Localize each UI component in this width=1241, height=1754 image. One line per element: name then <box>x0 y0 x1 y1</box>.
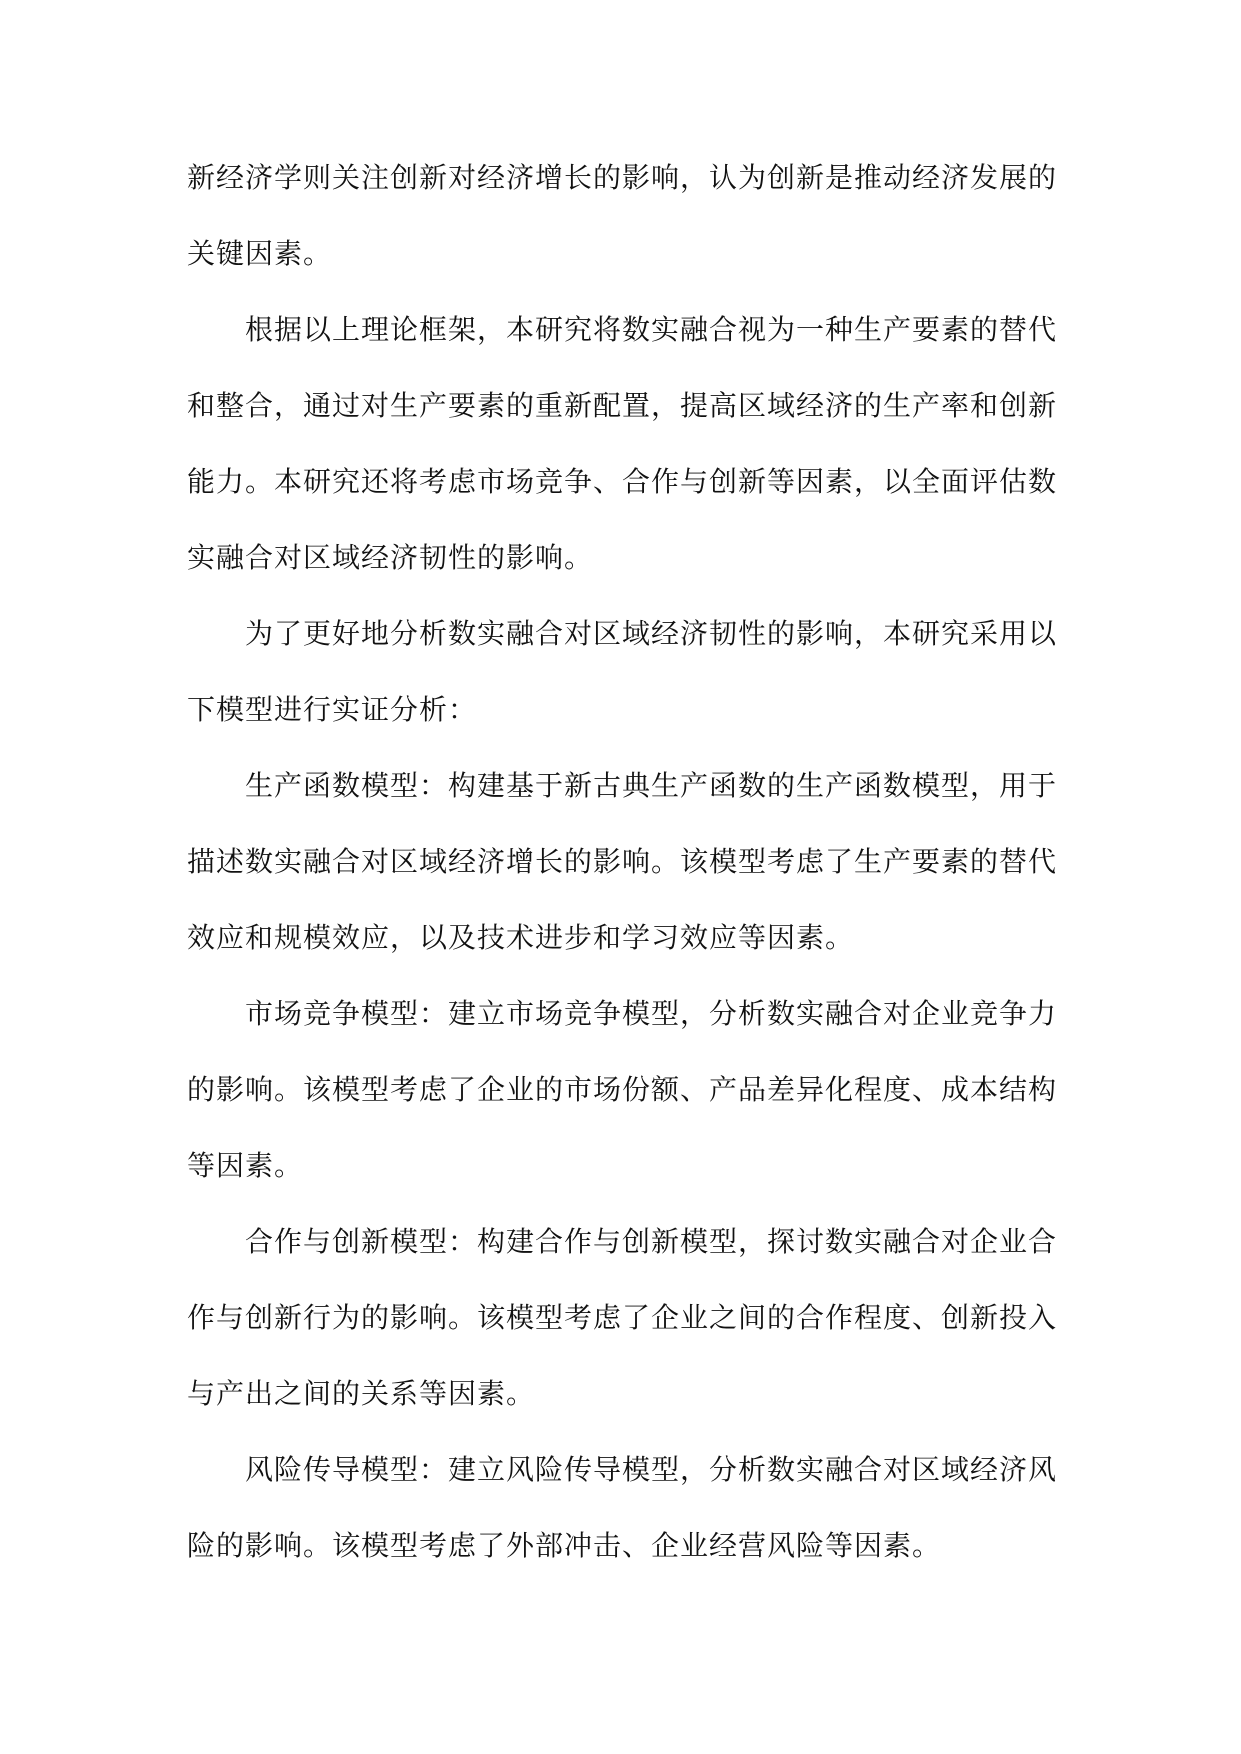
paragraph-model-intro: 为了更好地分析数实融合对区域经济韧性的影响，本研究采用以下模型进行实证分析： <box>187 617 1058 726</box>
paragraph-cooperation-innovation-model: 合作与创新模型：构建合作与创新模型，探讨数实融合对企业合作与创新行为的影响。该模型考虑了企业之间的合作程度、创新投入与产出之间的关系等因素。 <box>187 1225 1058 1410</box>
paragraph-theoretical-framework: 根据以上理论框架，本研究将数实融合视为一种生产要素的替代和整合，通过对生产要素的重新配置，提高区域经济的生产率和创新能力。本研究还将考虑市场竞争、合作与创新等因素，以全面评估数实融合对区域经济韧性的影响。 <box>187 313 1058 574</box>
document-body <box>187 140 1057 1584</box>
paragraph-risk-transmission-model: 风险传导模型：建立风险传导模型，分析数实融合对区域经济风险的影响。该模型考虑了外部冲击、企业经营风险等因素。 <box>187 1453 1058 1562</box>
paragraph-continuation: 新经济学则关注创新对经济增长的影响，认为创新是推动经济发展的关键因素。 <box>187 161 1058 270</box>
paragraph-market-competition-model: 市场竞争模型：建立市场竞争模型，分析数实融合对企业竞争力的影响。该模型考虑了企业的市场份额、产品差异化程度、成本结构等因素。 <box>187 997 1058 1182</box>
paragraph-production-function-model: 生产函数模型：构建基于新古典生产函数的生产函数模型，用于描述数实融合对区域经济增长的影响。该模型考虑了生产要素的替代效应和规模效应，以及技术进步和学习效应等因素。 <box>187 769 1058 954</box>
